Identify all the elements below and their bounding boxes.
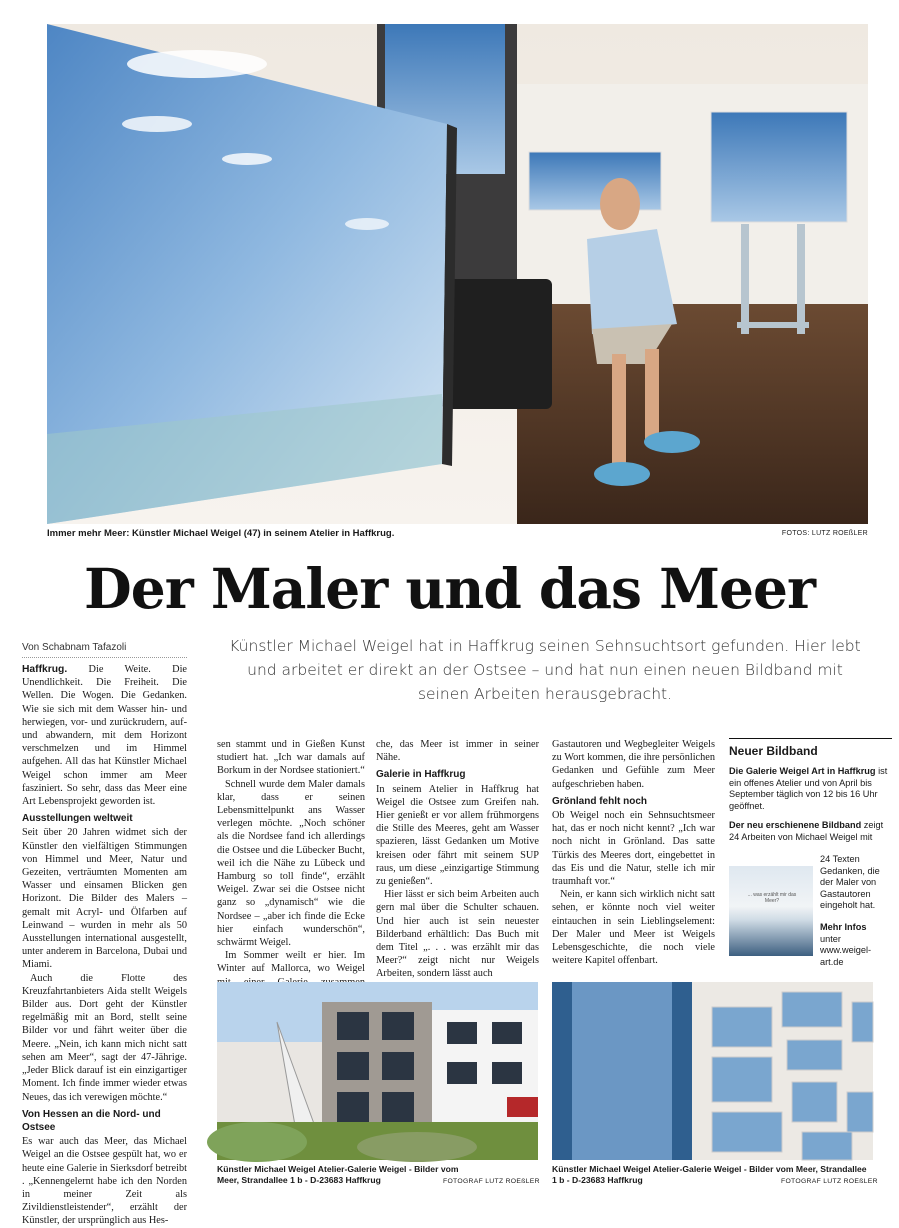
- book-cover-image: [729, 866, 813, 956]
- info-box-bold: Der neu erschienene Bildband: [729, 820, 862, 830]
- info-box: [729, 738, 892, 851]
- info-box-bold: Mehr Infos: [820, 922, 867, 932]
- paragraph: In seinem Atelier in Haffkrug hat Weigel die Ostsee zum Greifen nah. Hier genießt er vor allem frühmorgens die Stille des Meeres, geht am Wasser spazieren, lässt Gedanken um Motive kreisen oder fährt mit seinem SUP raus, um diese „einzigartige Stimmung zu genießen“.: [376, 783, 539, 888]
- byline-divider: [22, 657, 187, 658]
- photo-caption-left: Künstler Michael Weigel Atelier-Galerie Weigel - Bilder vom Meer, Strandallee 1 b - D-23683 Haffkrug: [217, 1164, 459, 1185]
- article-column-2: [217, 738, 365, 973]
- subheading: Von Hessen an die Nord- und Ostsee: [22, 1108, 161, 1133]
- info-box-link[interactable]: unter www.weigel-art.de: [820, 933, 872, 967]
- headline: Der Maler und das Meer: [84, 556, 815, 621]
- deck: Künstler Michael Weigel hat in Haffkrug seinen Sehnsuchtsort gefunden. Hier lebt und arbeitet er direkt an der Ostsee – und hat nun einen neuen Bildband mit seinen Arbeiten herausgebracht.: [229, 637, 861, 703]
- article-column-1: [22, 663, 188, 1227]
- byline: Von Schabnam Tafazoli: [22, 642, 127, 653]
- paragraph: Im Sommer weilt er hier. Im Winter auf Mallorca, wo Weigel: [217, 950, 365, 975]
- paragraph: Die Weite. Die Unendlichkeit. Die Freiheit. Die Wellen. Die Wogen. Die Gedanken. Wie sie sich mit dem Wasser hin- und herwiegen, vor- und zurückrudern, auf- und abwandern, mit dem Horizont verschmelzen und im Himmel aufgehen. All das hat Künstler Michael Weigel schon immer am Meer fasziniert. So sehr, dass das Meer eine Art Lebensprojekt geworden ist.: [22, 664, 188, 808]
- paragraph: Gastautoren und Wegbegleiter Weigels zu Wort kommen, die ihre persönlichen Gedanken und Gefühle zum Meer aufgeschrieben haben.: [552, 739, 715, 790]
- info-box-more: [820, 922, 892, 968]
- hero-credit: FOTOS: LUTZ ROEßLER: [781, 530, 868, 537]
- paragraph: Hier lässt er sich beim Arbeiten auch gern mal über die Schulter schauen. Und hier auch ist sein neuester Bilderband erhältlich: Das Buch mit dem Titel „. . . was erzählt mir das Meer?“ zeigt nicht nur Weigels Arbeiten, sondern lässt auch: [376, 889, 539, 980]
- info-box-title: Neuer Bildband: [729, 744, 818, 758]
- subheading: Ausstellungen weltweit: [22, 813, 133, 825]
- info-box-paragraph: [729, 820, 892, 843]
- subheading: Galerie in Haffkrug: [376, 769, 466, 781]
- photo-credit-right: FOTOGRAF LUTZ ROEßLER: [781, 1178, 878, 1185]
- paragraph: Nein, er kann sich wirklich nicht satt sehen, er könnte noch viel weiter eintauchen in sein Lieblingselement: Der Maler und Meer ist Weigels Lebensgeschichte, die noch viele weitere Kapitel offenbart.: [552, 889, 715, 967]
- info-box-text: zeigt 24 Arbeiten von Michael Weigel mit: [729, 820, 884, 842]
- gallery-building-photo: [217, 982, 538, 1160]
- gallery-interior-photo: [552, 982, 873, 1160]
- paragraph: sen stammt und in Gießen Kunst studiert hat. „Ich war damals auf Borkum in der Nordsee stationiert.“: [217, 739, 365, 777]
- photo-credit-left: FOTOGRAF LUTZ ROEßLER: [443, 1178, 540, 1185]
- info-box-bold: Die Galerie Weigel Art in Haffkrug: [729, 766, 876, 776]
- paragraph: Schnell wurde dem Maler damals klar, dass er seinen Lebensmittelpunkt ans Wasser verlegen möchte. „Noch schöner als die Nordsee fand ich allerdings die Ostsee und die Lübecker Bucht, weil ich die Nähe zu Lübeck und Hamburg so toll finde“, erzählt Weigel. Zwar sei die Ostsee nicht ganz so „dynamisch“ wie die Nordsee – „aber ich finde die Ecke hier einfach wunderschön“, schwärmt Weigel.: [217, 778, 365, 949]
- hero-photo: [47, 24, 868, 524]
- subheading: Grönland fehlt noch: [552, 795, 647, 807]
- photo-caption-right: Künstler Michael Weigel Atelier-Galerie Weigel - Bilder vom Meer, Strandallee 1 b - D-23683 Haffkrug: [552, 1164, 867, 1185]
- paragraph: che, das Meer ist immer in seiner Nähe.: [376, 739, 539, 764]
- dateline: Haffkrug.: [22, 664, 68, 675]
- article-column-4: [552, 738, 715, 973]
- paragraph: Ob Weigel noch ein Sehnsuchtsmeer hat, das er noch nicht kennt? „Ich war noch nicht in Grönland. Das satte Türkis des Meeres dort, eingebettet in das Eis und die Natur, stelle ich mir traumhaft vor.“: [552, 810, 715, 888]
- hero-caption: Immer mehr Meer: Künstler Michael Weigel (47) in seinem Atelier in Haffkrug.: [47, 528, 395, 539]
- book-cover-title: ... was erzählt mir das Meer?: [747, 892, 797, 904]
- paragraph: Auch die Flotte des Kreuzfahrtanbieters Aida stellt Weigels Bilder aus. Dort geht der Künstler regelmäßig mit an Bord, stellt seine Bilder vor und fährt weiter über die Meere. „Nein, ich kann mich nicht satt sehen am Meer“, sagt der 47-Jährige. „Jeder Blick darauf ist ein einzigartiger Moment. Ich finde immer wieder etwas Neues, das ich verewigen möchte.“: [22, 972, 187, 1103]
- info-box-paragraph: [729, 766, 892, 812]
- paragraph: Es war auch das Meer, das Michael Weigel an die Ostsee gespült hat, wo er heute eine Galerie in Sierksdorf betreibt . „Kennengelernt habe ich den Norden in meiner Zeit als Zivildienstleistender“, erzählt der Künstler, der ursprünglich aus Hes-: [22, 1136, 187, 1227]
- info-box-text: ist ein offenes Atelier und von April bis September täglich von 12 bis 16 Uhr geöffnet.: [729, 766, 888, 811]
- info-box-text: 24 Texten Gedanken, die der Maler von Gastautoren eingeholt hat.: [820, 854, 880, 910]
- paragraph: Seit über 20 Jahren widmet sich der Künstler den vielfältigen Stimmungen von Himmel und Meer, Natur und Gezeiten, verträumten Momenten am Wasser und einsamen Blicken gen Horizont. Die Bilder des Malers – gemalt mit Acryl- und Ölfarben auf Leinwand – wurden in mehr als 50 Ausstellungen international ausgestellt, unter anderem in Barcelona, Dubai und Miami.: [22, 827, 187, 971]
- info-box-rule: [729, 738, 892, 739]
- article-column-3: [376, 738, 539, 980]
